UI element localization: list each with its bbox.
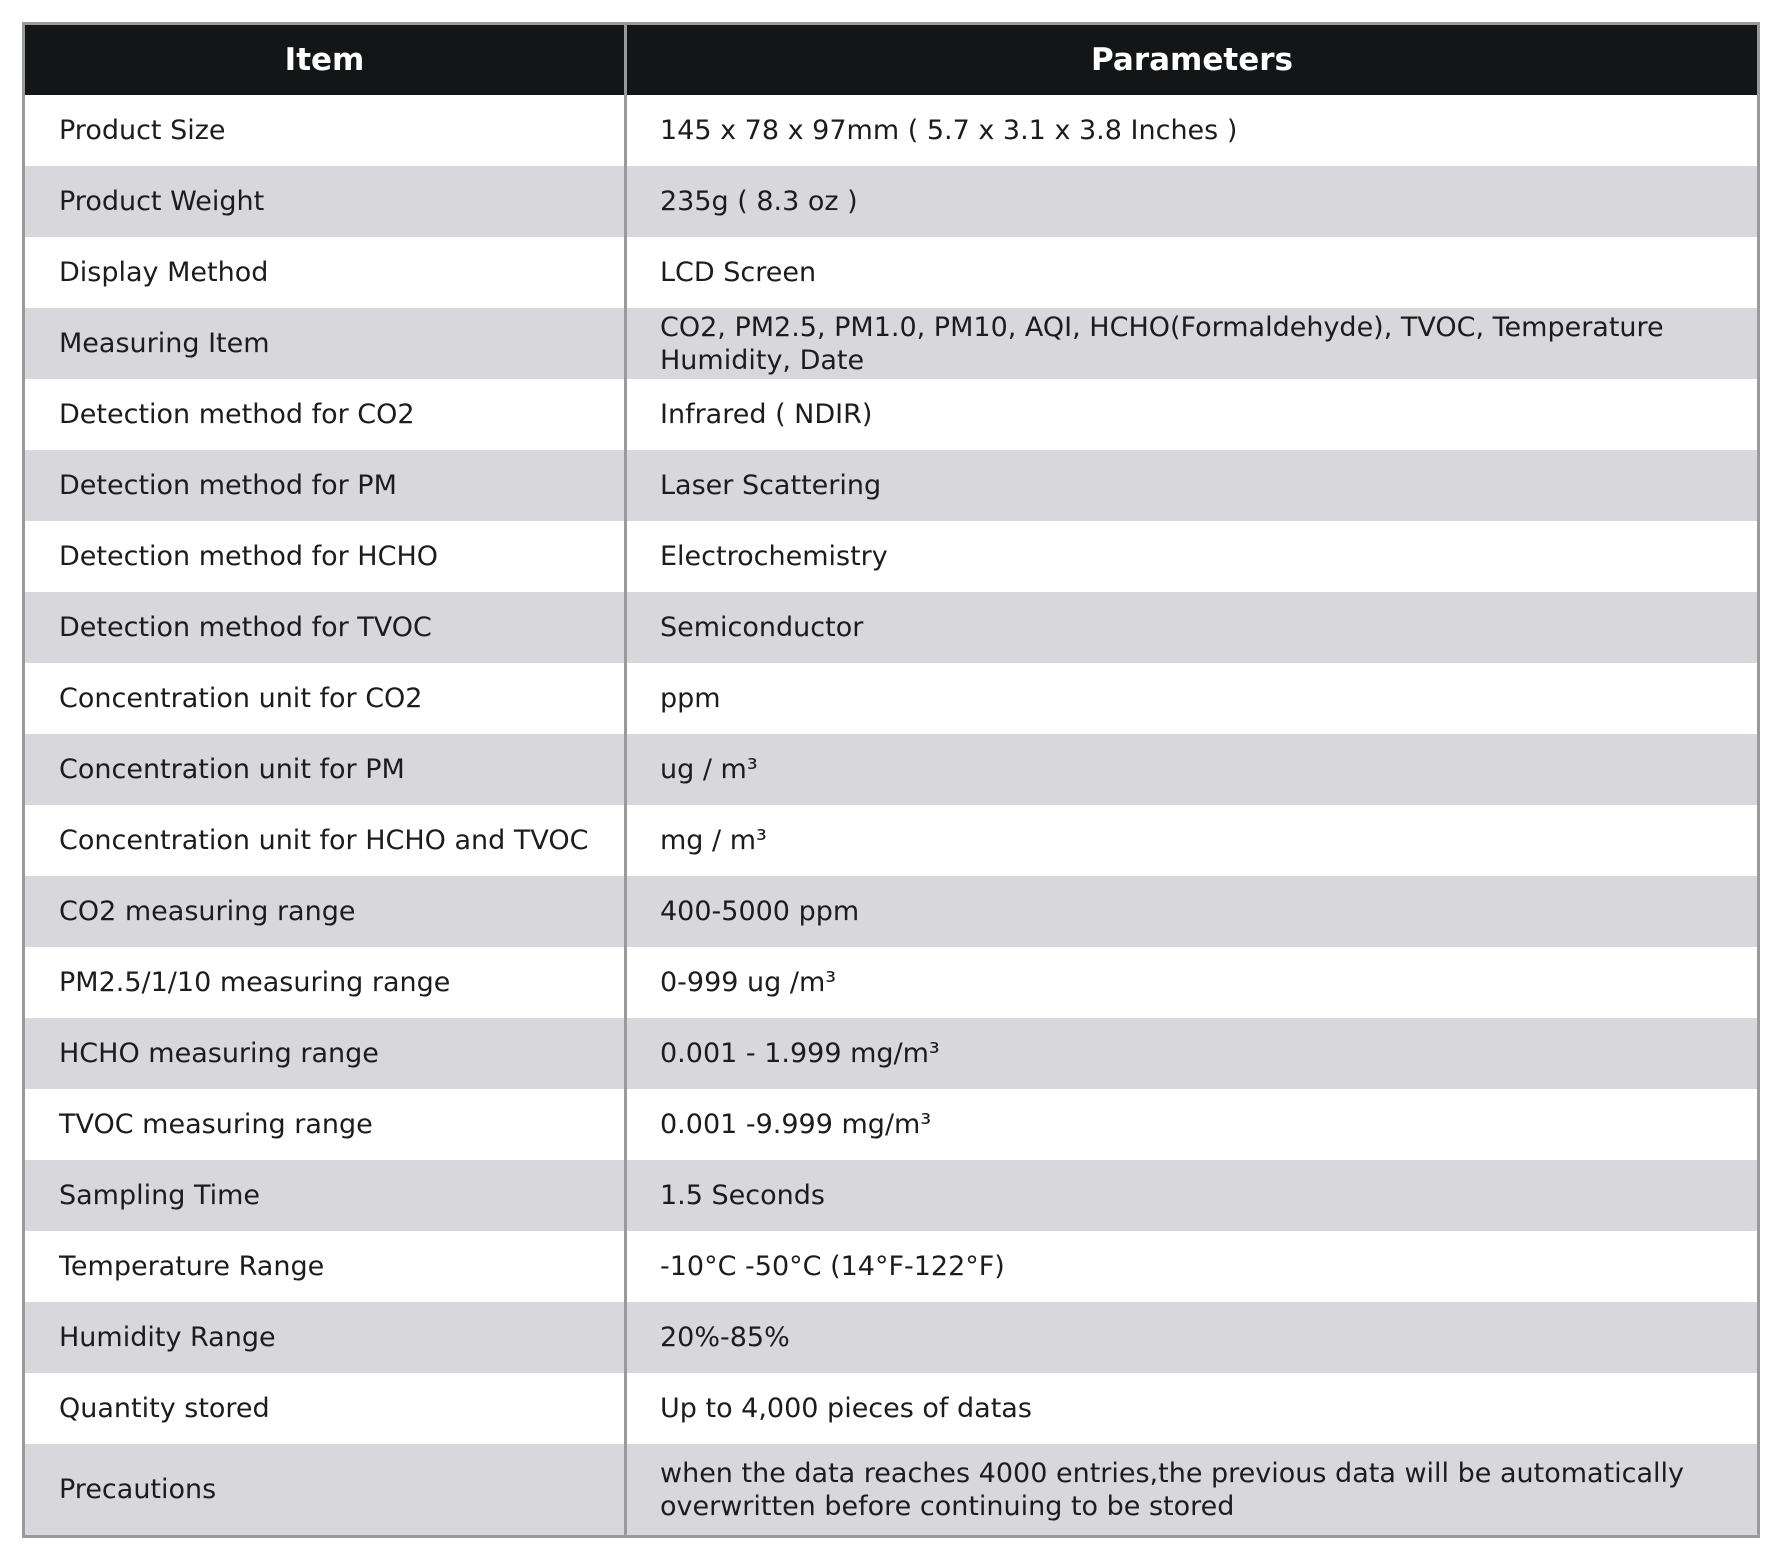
value-cell: LCD Screen bbox=[626, 237, 1759, 308]
value-cell: Electrochemistry bbox=[626, 521, 1759, 592]
item-cell: Measuring Item bbox=[24, 308, 626, 379]
table-row bbox=[24, 308, 1759, 379]
table-row bbox=[24, 166, 1759, 237]
value-cell: Infrared ( NDIR) bbox=[626, 379, 1759, 450]
table-row bbox=[24, 1160, 1759, 1231]
item-cell: Display Method bbox=[24, 237, 626, 308]
value-cell: when the data reaches 4000 entries,the previous data will be automatically overwritten before continuing to be stored bbox=[626, 1444, 1759, 1537]
item-cell: Product Weight bbox=[24, 166, 626, 237]
item-cell: Product Size bbox=[24, 95, 626, 166]
item-cell: Detection method for TVOC bbox=[24, 592, 626, 663]
spec-table bbox=[22, 22, 1760, 1538]
table-row bbox=[24, 876, 1759, 947]
item-cell: Detection method for HCHO bbox=[24, 521, 626, 592]
item-cell: Concentration unit for PM bbox=[24, 734, 626, 805]
item-cell: Sampling Time bbox=[24, 1160, 626, 1231]
item-cell: Concentration unit for CO2 bbox=[24, 663, 626, 734]
item-cell: PM2.5/1/10 measuring range bbox=[24, 947, 626, 1018]
parameters-column-header: Parameters bbox=[626, 24, 1759, 96]
item-cell: TVOC measuring range bbox=[24, 1089, 626, 1160]
value-cell: Semiconductor bbox=[626, 592, 1759, 663]
table-row bbox=[24, 379, 1759, 450]
value-cell: 1.5 Seconds bbox=[626, 1160, 1759, 1231]
table-row bbox=[24, 237, 1759, 308]
table-header-row bbox=[24, 24, 1759, 96]
item-cell: Detection method for CO2 bbox=[24, 379, 626, 450]
table-row bbox=[24, 1373, 1759, 1444]
value-cell: 145 x 78 x 97mm ( 5.7 x 3.1 x 3.8 Inches ) bbox=[626, 95, 1759, 166]
item-cell: Precautions bbox=[24, 1444, 626, 1537]
value-cell: CO2, PM2.5, PM1.0, PM10, AQI, HCHO(Formaldehyde), TVOC, Temperature Humidity, Date bbox=[626, 308, 1759, 379]
table-row bbox=[24, 947, 1759, 1018]
item-cell: Quantity stored bbox=[24, 1373, 626, 1444]
table-row bbox=[24, 1231, 1759, 1302]
value-cell: 0.001 -9.999 mg/m³ bbox=[626, 1089, 1759, 1160]
value-cell: ug / m³ bbox=[626, 734, 1759, 805]
item-cell: Concentration unit for HCHO and TVOC bbox=[24, 805, 626, 876]
value-cell: 0-999 ug /m³ bbox=[626, 947, 1759, 1018]
table-row bbox=[24, 734, 1759, 805]
item-cell: HCHO measuring range bbox=[24, 1018, 626, 1089]
table-row bbox=[24, 592, 1759, 663]
table-row bbox=[24, 1089, 1759, 1160]
value-cell: 235g ( 8.3 oz ) bbox=[626, 166, 1759, 237]
value-cell: mg / m³ bbox=[626, 805, 1759, 876]
item-column-header: Item bbox=[24, 24, 626, 96]
item-cell: Detection method for PM bbox=[24, 450, 626, 521]
value-cell: 20%-85% bbox=[626, 1302, 1759, 1373]
table-row bbox=[24, 1018, 1759, 1089]
table-row bbox=[24, 663, 1759, 734]
value-cell: -10°C -50°C (14°F-122°F) bbox=[626, 1231, 1759, 1302]
item-cell: CO2 measuring range bbox=[24, 876, 626, 947]
value-cell: 0.001 - 1.999 mg/m³ bbox=[626, 1018, 1759, 1089]
table-row bbox=[24, 450, 1759, 521]
table-row bbox=[24, 95, 1759, 166]
item-cell: Temperature Range bbox=[24, 1231, 626, 1302]
value-cell: Laser Scattering bbox=[626, 450, 1759, 521]
value-cell: ppm bbox=[626, 663, 1759, 734]
table-row bbox=[24, 805, 1759, 876]
item-cell: Humidity Range bbox=[24, 1302, 626, 1373]
table-row bbox=[24, 521, 1759, 592]
value-cell: Up to 4,000 pieces of datas bbox=[626, 1373, 1759, 1444]
value-cell: 400-5000 ppm bbox=[626, 876, 1759, 947]
table-row bbox=[24, 1444, 1759, 1537]
table-row bbox=[24, 1302, 1759, 1373]
